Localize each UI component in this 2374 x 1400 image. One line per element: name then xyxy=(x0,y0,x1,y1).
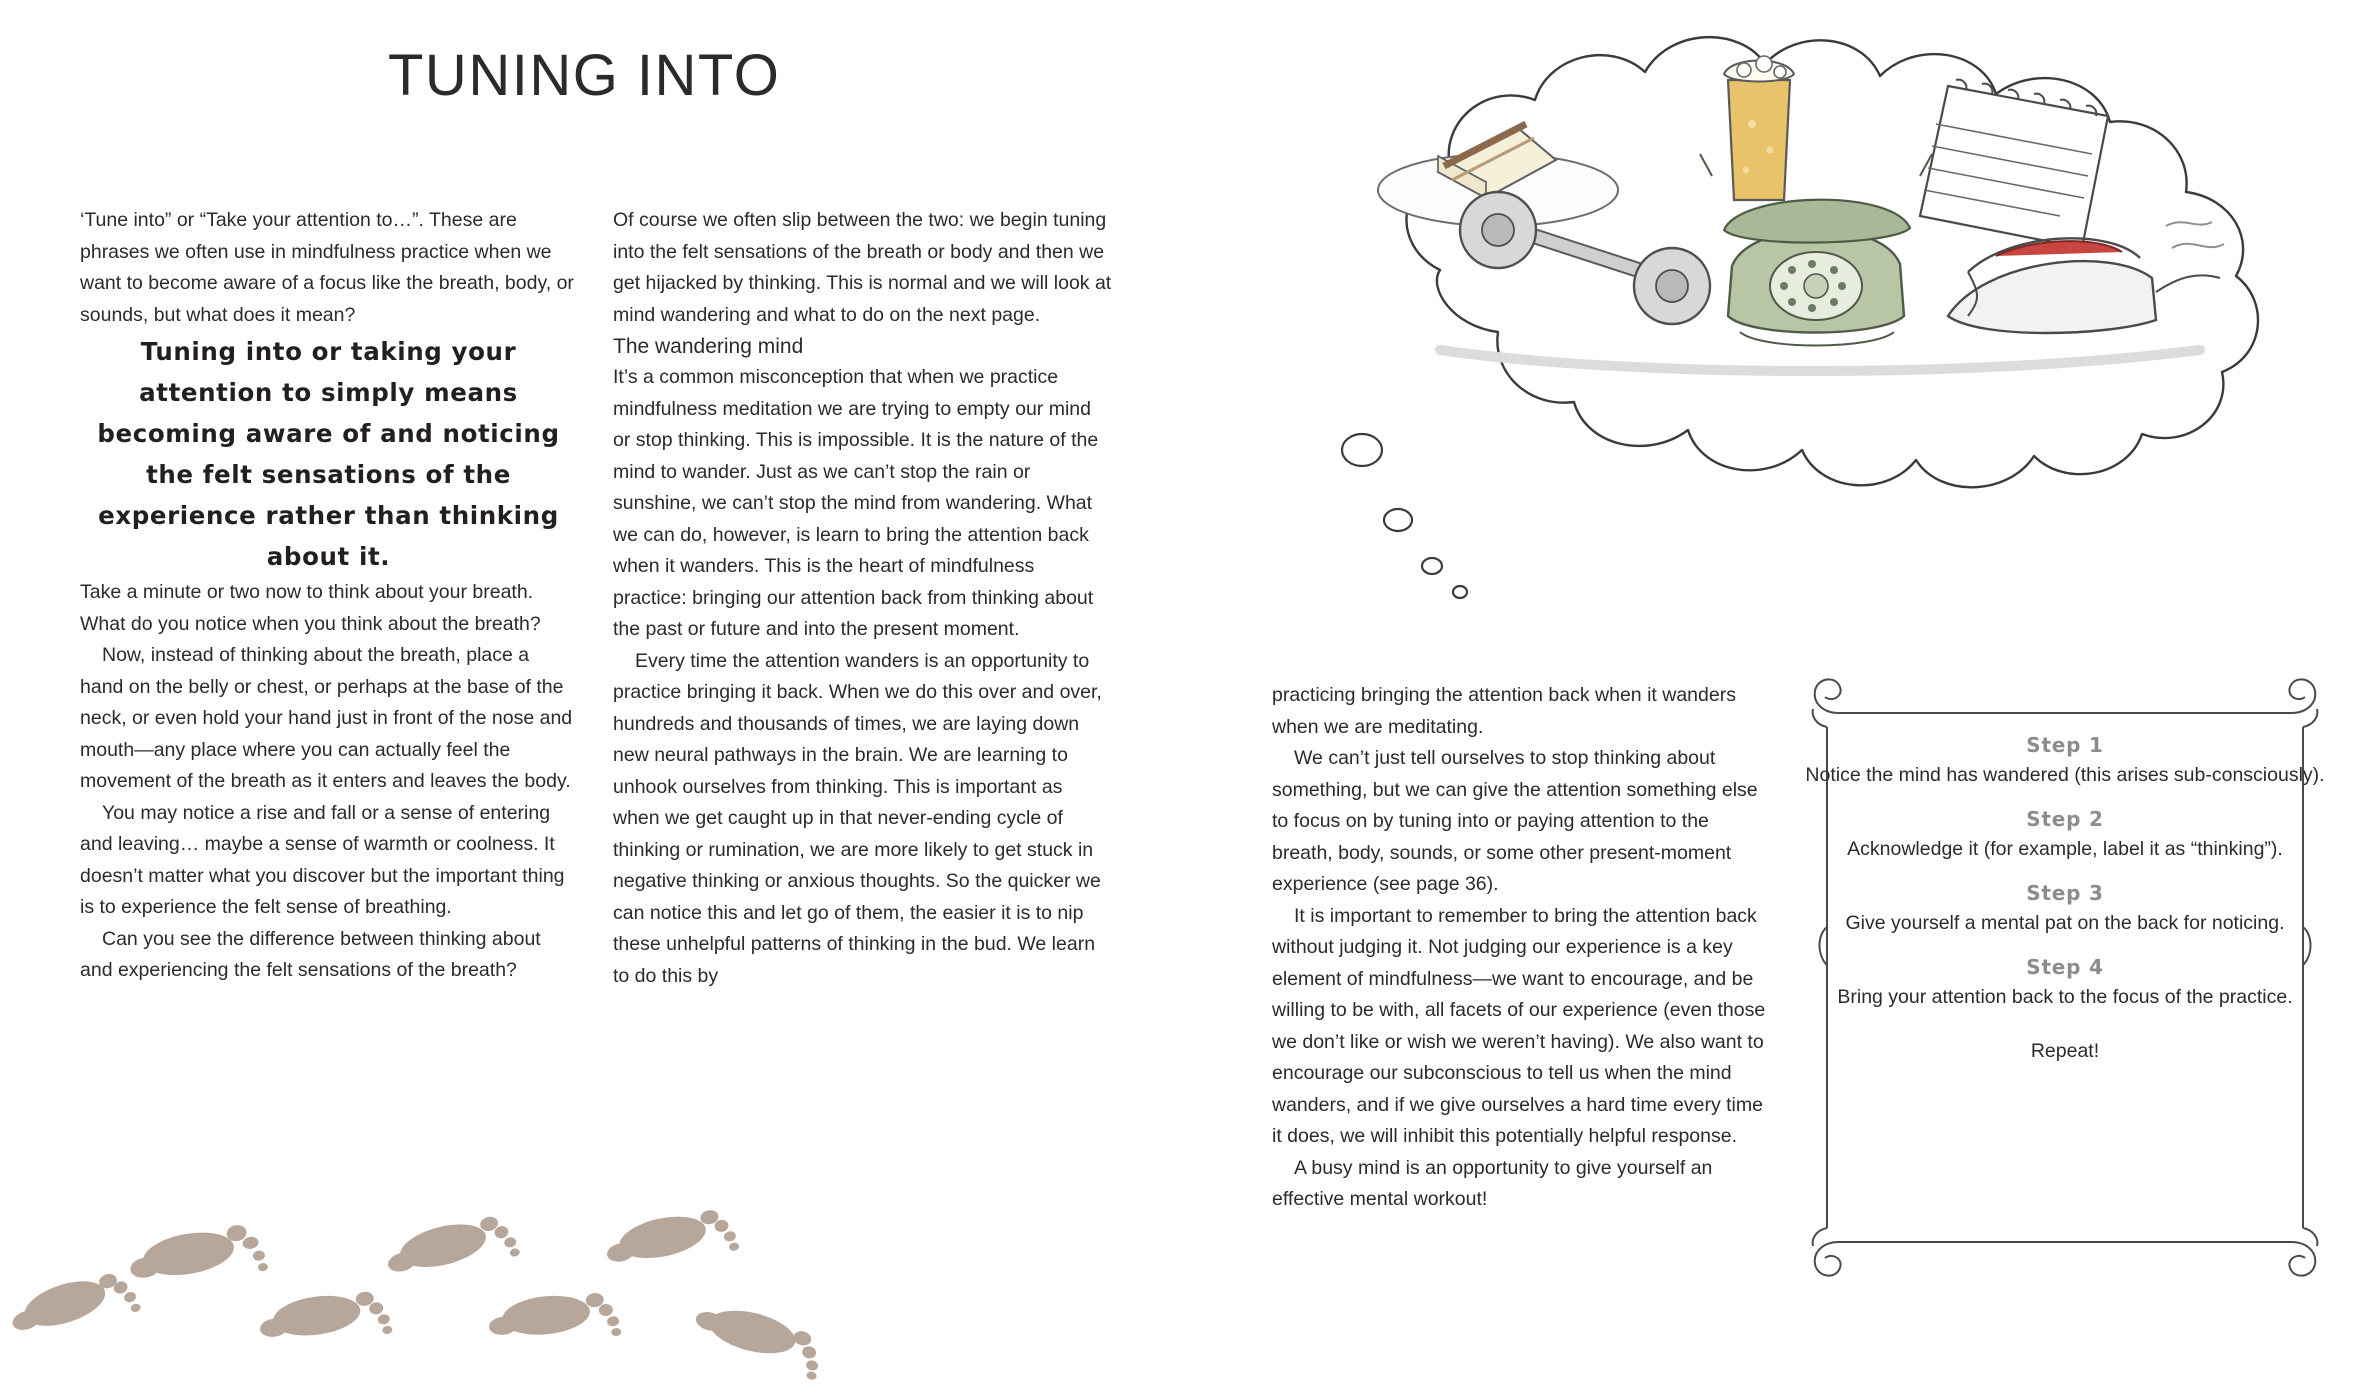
step-repeat: Repeat! xyxy=(2030,1040,2100,1062)
step-label: Step 1 xyxy=(2026,733,2104,757)
paragraph: Of course we often slip between the two: we begin tuning into the felt sensations of the breath or body and then we get hijacked by thinking. This is normal and we will look at mind wandering and what to do on the next page. xyxy=(613,209,1112,326)
step-label: Step 3 xyxy=(2026,881,2104,905)
paragraph: ‘Tune into” or “Take your attention to…”. These are phrases we often use in mindfulness practice when we want to become aware of a focus like the breath, body, or sounds, but what does it mean? xyxy=(80,209,574,326)
step-item xyxy=(1805,955,2325,1012)
step-label: Step 2 xyxy=(2026,807,2104,831)
beer-glass-icon xyxy=(1724,56,1794,200)
step-item xyxy=(1805,807,2325,864)
step-label: Step 4 xyxy=(2026,955,2104,979)
footprints-illustration xyxy=(0,1180,1200,1380)
paragraph: practicing bringing the attention back when it wanders when we are meditating. xyxy=(1272,684,1736,738)
text-column-1 xyxy=(80,205,577,987)
paragraph: A busy mind is an opportunity to give yourself an effective mental workout! xyxy=(1272,1156,1713,1210)
step-item xyxy=(1805,733,2325,790)
text-column-2 xyxy=(613,205,1113,992)
text-column-3 xyxy=(1272,680,1770,1216)
paragraph: It is important to remember to bring the attention back without judging it. Not judging our experience is a key element of mindfulness—we want to encourage, and be willing to be with, all facets of our experience (even those we don’t like or wish we weren’t having). We also want to encourage our subconscious to tell us when the mind wanders, and if we give ourselves a hard time every time it does, we will inhibit this potentially helpful response. xyxy=(1272,904,1766,1147)
step-text: Give yourself a mental pat on the back for noticing. xyxy=(1845,912,2285,934)
paragraph: It’s a common misconception that when we practice mindfulness meditation we are trying to empty our mind or stop thinking. This is impossible. It is the nature of the mind to wander. Just as we can’t stop the rain or sunshine, we can’t stop the mind from wandering. What we can do, however, is learn to bring the attention back when it wanders. This is the heart of mindfulness practice: bringing our attention back from thinking about the past or future and into the present moment. xyxy=(613,366,1099,640)
paragraph: We can’t just tell ourselves to stop thinking about something, but we can give the attention something else to focus on by tuning into or paying attention to the breath, body, sounds, or some other present-moment experience (see page 36). xyxy=(1272,747,1758,895)
thought-bubble-illustration xyxy=(1320,20,2350,660)
step-text: Notice the mind has wandered (this arises sub-consciously). xyxy=(1805,764,2325,786)
steps-panel xyxy=(1805,665,2325,1290)
section-subheading: The wandering mind xyxy=(613,335,804,358)
pull-quote: Tuning into or taking your attention to simply means becoming aware of and noticing the felt sensations of the experience rather than thinking about it. xyxy=(97,337,560,571)
page-title: TUNING INTO xyxy=(388,43,781,108)
paragraph: Can you see the difference between thinking about and experiencing the felt sensations of the breath? xyxy=(80,927,541,981)
paragraph: Now, instead of thinking about the breath, place a hand on the belly or chest, or perhaps at the base of the neck, or even hold your hand just in front of the nose and mouth—any place where you can actually feel the movement of the breath as it enters and leaves the body. xyxy=(80,644,573,792)
paragraph: Take a minute or two now to think about your breath. What do you notice when you think about the breath? xyxy=(80,581,541,635)
paragraph: You may notice a rise and fall or a sense of entering and leaving… maybe a sense of warmth or coolness. It doesn’t matter what you discover but the important thing is to experience the felt sense of breathing. xyxy=(80,801,565,918)
step-text: Acknowledge it (for example, label it as “thinking”). xyxy=(1847,838,2283,860)
paragraph: Every time the attention wanders is an opportunity to practice bringing it back. When we do this over and over, hundreds and thousands of times, we are laying down new neural pathways in the brain. We are learning to unhook ourselves from thinking. This is important as when we get caught up in that never-ending cycle of thinking or rumination, we are more likely to get stuck in negative thinking or anxious thoughts. So the quicker we can notice this and let go of them, the easier it is to nip these unhelpful patterns of thinking in the bud. We learn to do this by xyxy=(613,649,1102,987)
step-text: Bring your attention back to the focus of the practice. xyxy=(1837,986,2293,1008)
step-item xyxy=(1805,881,2325,938)
